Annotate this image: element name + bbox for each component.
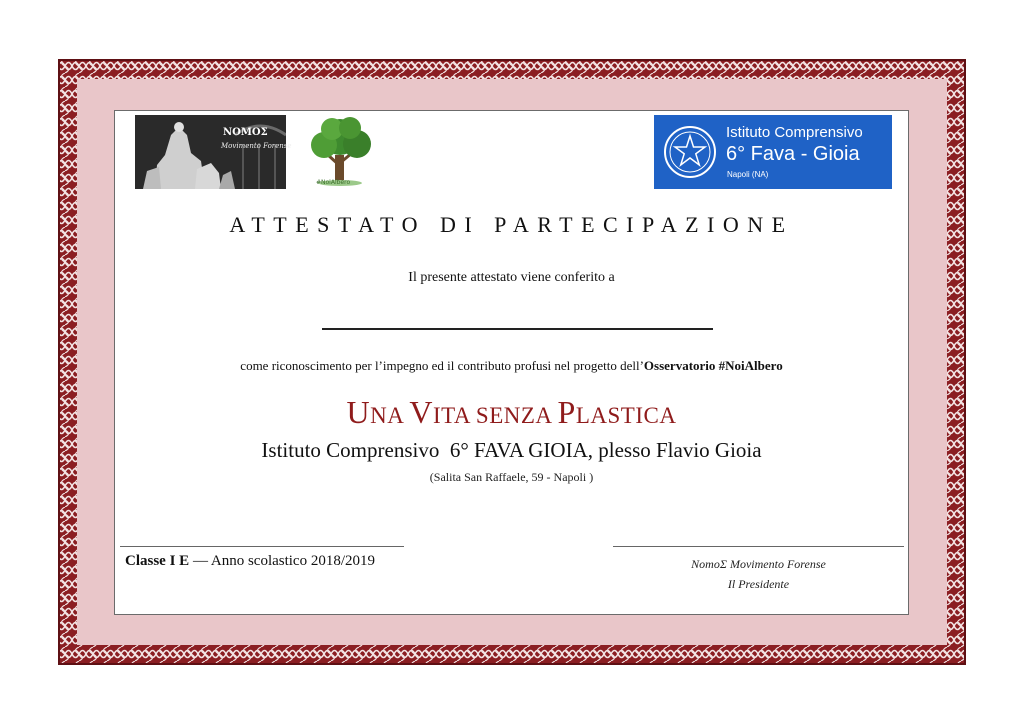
conferred-to-text: Il presente attestato viene conferito a [408, 270, 615, 285]
nomos-logo [135, 115, 292, 189]
school-logo-line1: Istituto Comprensivo [726, 124, 863, 141]
recognition-text-project: Osservatorio #NoiAlbero [643, 358, 783, 373]
tree-logo-caption: #NoiAlbero [316, 179, 351, 186]
school-name: Istituto Comprensivo 6° FAVA GIOIA, plesso Flavio Gioia [261, 438, 762, 462]
school-year: — Anno scolastico 2018/2019 [189, 553, 376, 569]
school-logo-line3: Napoli (NA) [727, 170, 769, 179]
recipient-name-line [322, 328, 713, 330]
project-title-cap-1: U [346, 394, 371, 430]
recognition-text [114, 358, 909, 374]
school-address: (Salita San Raffaele, 59 - Napoli ) [429, 470, 594, 484]
project-title-cap-3: P [557, 394, 576, 430]
left-signature-line [120, 546, 404, 547]
italian-emblem-icon [662, 124, 718, 180]
signature-role: Il Presidente [727, 577, 790, 591]
certificate-title: ATTESTATO DI PARTECIPAZIONE [229, 212, 794, 237]
project-title-rest-1: NA [370, 403, 410, 428]
recognition-text-main: come riconoscimento per l’impegno ed il contributo profusi nel progetto dell’ [240, 358, 644, 373]
right-signature-line [613, 546, 904, 547]
nomos-logo-name: ΝΟΜΟΣ [223, 127, 268, 138]
project-title-rest-3: LASTICA [575, 403, 677, 428]
project-title-rest-2: ITA SENZA [432, 403, 558, 428]
project-title-cap-2: V [409, 394, 433, 430]
noialbero-logo [302, 115, 380, 190]
signature-organization: NomoΣ Movimento Forense [691, 557, 826, 571]
school-logo [654, 115, 892, 189]
class-year-info [125, 553, 375, 570]
school-logo-line2: 6° Fava - Gioia [726, 143, 860, 165]
project-title [114, 394, 909, 431]
nomos-logo-subtitle: Movimento Forense [221, 142, 292, 150]
class-label: Classe I E [125, 553, 190, 569]
